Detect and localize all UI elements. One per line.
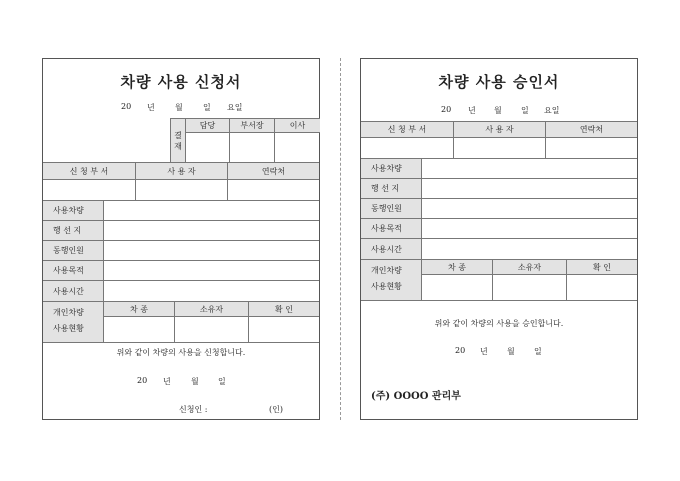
approval-statement: 위와 같이 차량의 사용을 승인합니다.: [434, 318, 564, 328]
bottom-date-year-prefix: 20: [137, 376, 148, 385]
header-dept: 신 청 부 서: [69, 166, 109, 176]
header-dept: 신 청 부 서: [387, 125, 427, 134]
bottom-date-day: 일: [218, 377, 226, 386]
row-companions: 동행인원: [53, 246, 84, 255]
bottom-date-day: 일: [534, 347, 542, 356]
personal-label-line1: 개인차량: [371, 265, 402, 275]
bottom-date-year-prefix: 20: [455, 346, 466, 355]
date-month: 월: [175, 103, 183, 112]
row-purpose: 사용목적: [53, 266, 84, 275]
bottom-date-year: 년: [163, 377, 171, 386]
application-title: 차량 사용 신청서: [120, 73, 242, 91]
approval-col-manager: 담당: [199, 121, 216, 130]
header-user: 사 용 자: [167, 166, 196, 176]
date-year-prefix: 20: [121, 102, 132, 111]
applicant-seal: (인): [269, 405, 283, 414]
row-vehicle: 사용차량: [53, 206, 84, 215]
application-form: [42, 58, 320, 420]
approval-col-director: 이사: [289, 121, 306, 130]
row-companions: 동행인원: [371, 204, 402, 213]
personal-col-confirm: 확 인: [275, 304, 293, 314]
date-day: 일: [521, 106, 529, 115]
date-day: 일: [203, 103, 211, 112]
personal-label-line2: 사용현황: [53, 323, 84, 333]
row-time: 사용시간: [53, 286, 84, 296]
approval-label: [171, 121, 185, 161]
date-weekday: 요일: [544, 106, 560, 115]
approval-label-text: 결재: [174, 131, 182, 151]
personal-label-line1: 개인차량: [53, 307, 84, 317]
approval-title: 차량 사용 승인서: [438, 73, 560, 91]
header-user: 사 용 자: [485, 125, 514, 134]
approval-form: [360, 58, 638, 420]
approval-col-dept-head: 부서장: [240, 121, 264, 130]
header-contact: 연락처: [261, 166, 286, 176]
personal-col-type: 차 종: [448, 262, 466, 272]
bottom-date-year: 년: [480, 347, 488, 356]
date-weekday: 요일: [227, 103, 243, 112]
row-destination: 행 선 지: [53, 226, 82, 235]
date-month: 월: [494, 106, 502, 115]
bottom-date-month: 월: [507, 347, 515, 356]
cut-line: [340, 58, 341, 420]
personal-label-line2: 사용현황: [371, 281, 402, 291]
date-year: 년: [147, 103, 155, 112]
row-vehicle: 사용차량: [371, 164, 402, 173]
date-year: 년: [468, 106, 476, 115]
date-year-prefix: 20: [441, 105, 452, 114]
applicant-label: 신청인 :: [179, 405, 208, 414]
row-destination: 행 선 지: [371, 184, 400, 193]
row-purpose: 사용목적: [371, 224, 402, 233]
personal-col-owner: 소유자: [199, 304, 224, 314]
personal-col-type: 차 종: [130, 304, 148, 314]
header-contact: 연락처: [579, 125, 604, 134]
personal-col-confirm: 확 인: [593, 262, 611, 272]
bottom-date-month: 월: [191, 377, 199, 386]
row-time: 사용시간: [371, 244, 402, 254]
company-name: (주) OOOO 관리부: [371, 391, 461, 402]
application-statement: 위와 같이 차량의 사용을 신청합니다.: [116, 347, 246, 357]
personal-col-owner: 소유자: [517, 262, 542, 272]
